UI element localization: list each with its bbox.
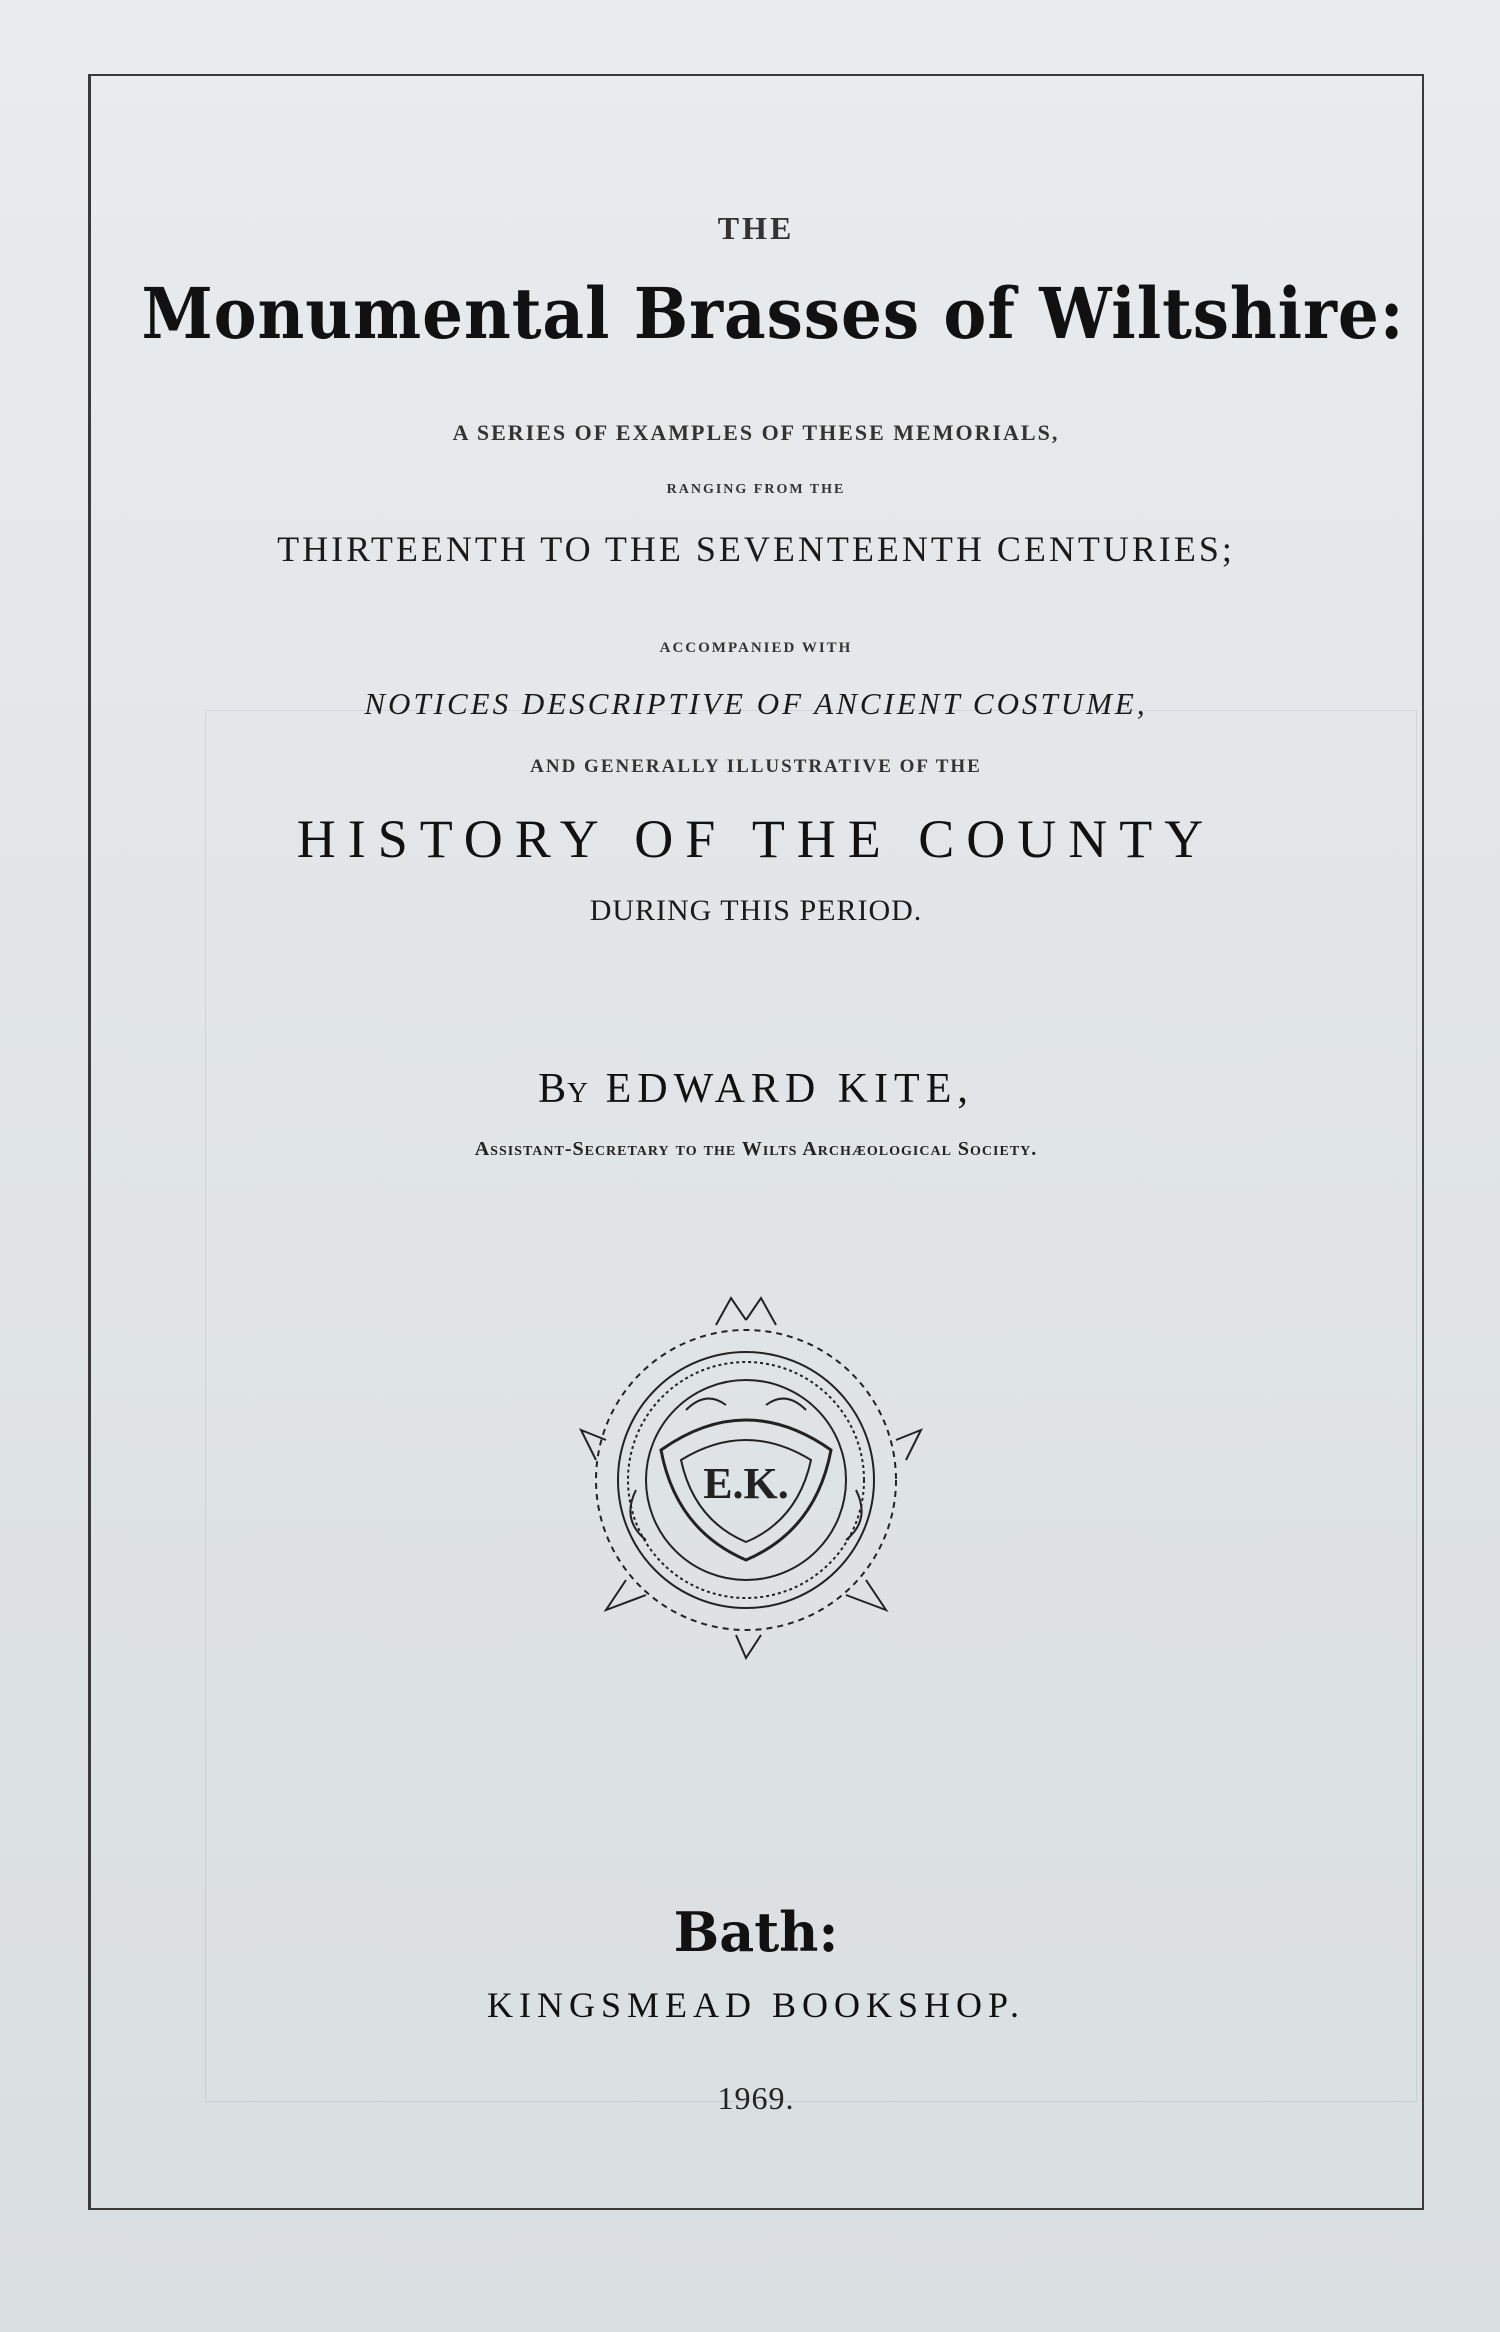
imprint-year: 1969. [717,2080,795,2116]
monogram-emblem [566,1290,926,1660]
author-affiliation: Assistant-Secretary to the Wilts Archæological Society. [474,1138,1038,1160]
author-name: EDWARD KITE, [605,1066,974,1112]
subtitle-history: HISTORY OF THE COUNTY [296,809,1216,869]
subtitle-notices: NOTICES DESCRIPTIVE OF ANCIENT COSTUME, [364,686,1148,721]
subtitle-generally: AND GENERALLY ILLUSTRATIVE OF THE [530,756,982,777]
book-title: Monumental Brasses of Wiltshire: [141,272,1405,355]
author-line [88,1065,1424,1113]
subtitle-accompanied: ACCOMPANIED WITH [659,640,853,656]
subtitle-centuries: THIRTEENTH TO THE SEVENTEENTH CENTURIES; [277,529,1235,569]
title-article: THE [717,210,795,246]
imprint-place: Bath: [673,1900,839,1964]
subtitle-series: A SERIES OF EXAMPLES OF THESE MEMORIALS, [452,420,1060,445]
subtitle-during: DURING THIS PERIOD. [589,894,923,927]
subtitle-ranging: RANGING FROM THE [666,482,846,497]
imprint-publisher: KINGSMEAD BOOKSHOP. [486,1985,1026,2025]
emblem-monogram: E.K. [703,1459,789,1508]
author-by: By [538,1066,590,1112]
